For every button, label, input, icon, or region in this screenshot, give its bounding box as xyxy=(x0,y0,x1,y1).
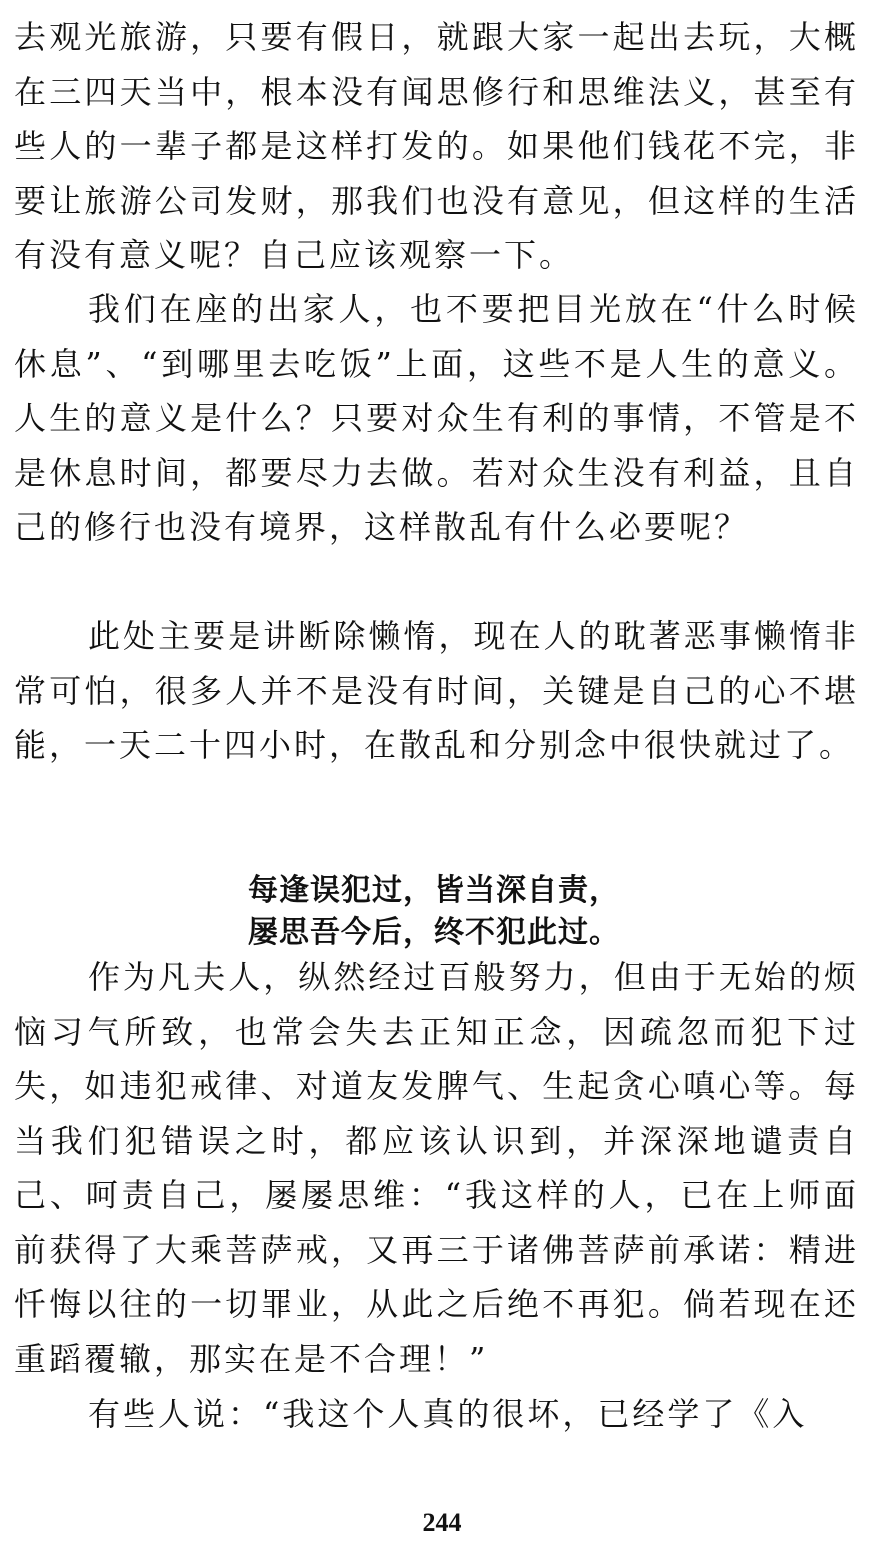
verse-line-2: 屡思吾今后，终不犯此过。 xyxy=(248,915,620,950)
verse-line-1: 每逢误犯过，皆当深自责， xyxy=(248,873,620,908)
verse-block xyxy=(0,870,856,954)
paragraph-monastics: 我们在座的出家人，也不要把目光放在“什么时候休息”、“到哪里去吃饭”上面，这些不是人生的意义。人生的意义是什么？只要对众生有利的事情，不管是不是休息时间，都要尽力去做。若对众生没有利益，且自己的修行也没有境界，这样散乱有什么必要呢？ xyxy=(14,290,859,546)
page-number: 244 xyxy=(422,1508,462,1537)
paragraph-ordinary-person: 作为凡夫人，纵然经过百般努力，但由于无始的烦恼习气所致，也常会失去正知正念，因疏忽而犯下过失，如违犯戒律、对道友发脾气、生起贪心嗔心等。每当我们犯错误之时，都应该认识到，并深深地谴责自己、呵责自己，屡屡思维：“我这样的人，已在上师面前获得了大乘菩萨戒，又再三于诸佛菩萨前承诺：精进忏悔以往的一切罪业，从此之后绝不再犯。倘若现在还重蹈覆辙，那实在是不合理！” xyxy=(14,958,859,1378)
paragraph-some-people: 有些人说：“我这个人真的很坏，已经学了《入 xyxy=(88,1395,808,1433)
paragraph-laziness: 此处主要是讲断除懒惰，现在人的耽著恶事懒惰非常可怕，很多人并不是没有时间，关键是自己的心不堪能，一天二十四小时，在散乱和分别念中很快就过了。 xyxy=(14,617,859,764)
paragraph-travel: 去观光旅游，只要有假日，就跟大家一起出去玩，大概在三四天当中，根本没有闻思修行和思维法义，甚至有些人的一辈子都是这样打发的。如果他们钱花不完，非要让旅游公司发财，那我们也没有意见，但这样的生活有没有意义呢？自己应该观察一下。 xyxy=(14,18,859,274)
